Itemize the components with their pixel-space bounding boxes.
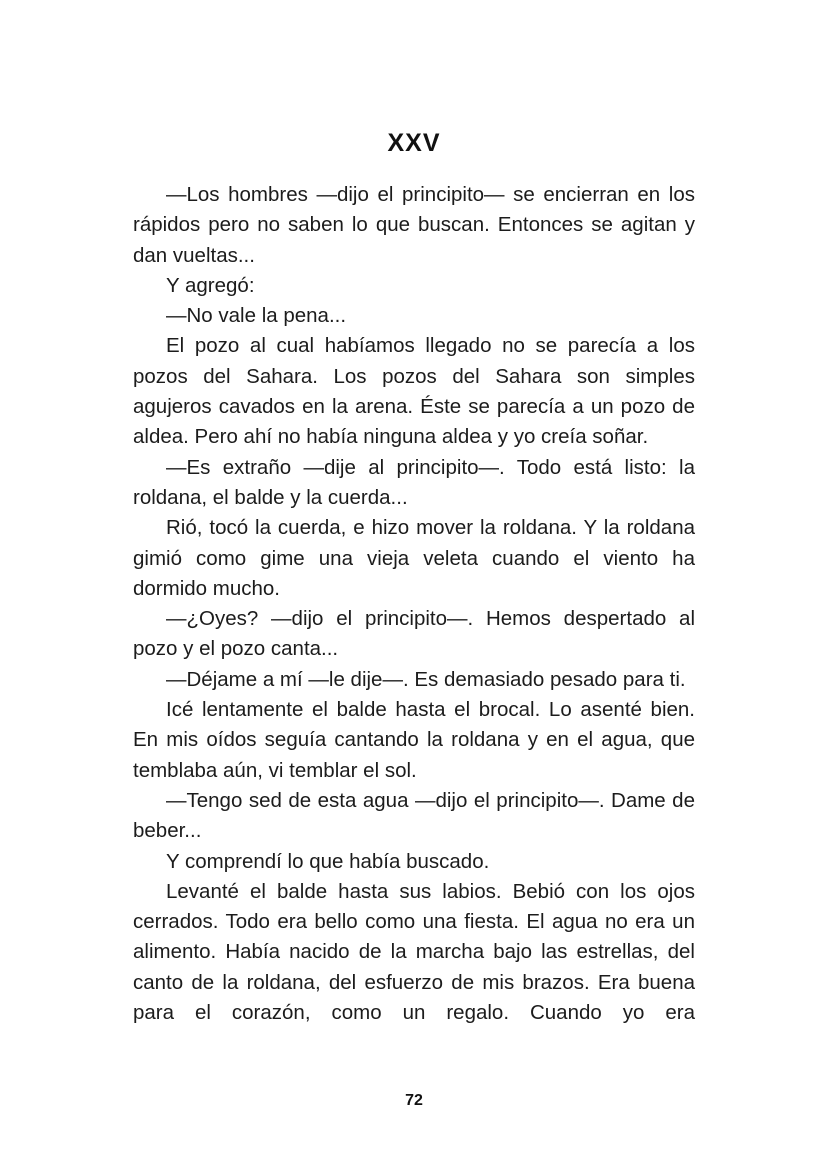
paragraph: Icé lentamente el balde hasta el brocal. Lo asenté bien. En mis oídos seguía cantando la roldana y en el agua, que temblaba aún, vi temblar el sol. (133, 698, 695, 782)
chapter-title: XXV (387, 129, 441, 157)
paragraph: El pozo al cual habíamos llegado no se parecía a los pozos del Sahara. Los pozos del Sahara son simples agujeros cavados en la arena. Éste se parecía a un pozo de aldea. Pero ahí no había ninguna aldea y yo creía soñar. (133, 334, 695, 449)
page-number: 72 (405, 1092, 423, 1109)
paragraph: —¿Oyes? —dijo el principito—. Hemos despertado al pozo y el pozo canta... (133, 607, 695, 661)
paragraph: Levanté el balde hasta sus labios. Bebió con los ojos cerrados. Todo era bello como una fiesta. El agua no era un alimento. Había nacido de la marcha bajo las estrellas, del canto de la roldana, del esfuerzo de mis brazos. Era buena para el corazón, como un regalo. Cuando yo era (133, 879, 695, 1025)
paragraph: —No vale la pena... (166, 304, 347, 328)
paragraph: Y comprendí lo que había buscado. (166, 849, 490, 873)
paragraph: —Déjame a mí —le dije—. Es demasiado pesado para ti. (166, 667, 686, 691)
paragraph: —Es extraño —dije al principito—. Todo está listo: la roldana, el balde y la cuerda... (133, 455, 695, 509)
paragraph: —Los hombres —dijo el principito— se encierran en los rápidos pero no saben lo que buscan. Entonces se agitan y dan vueltas... (133, 183, 695, 267)
paragraph: —Tengo sed de esta agua —dijo el principito—. Dame de beber... (133, 788, 695, 843)
paragraph: Rió, tocó la cuerda, e hizo mover la roldana. Y la roldana gimió como gime una vieja veleta cuando el viento ha dormido mucho. (133, 516, 695, 600)
chapter-body (133, 180, 695, 1028)
paragraph: Y agregó: (166, 273, 255, 297)
